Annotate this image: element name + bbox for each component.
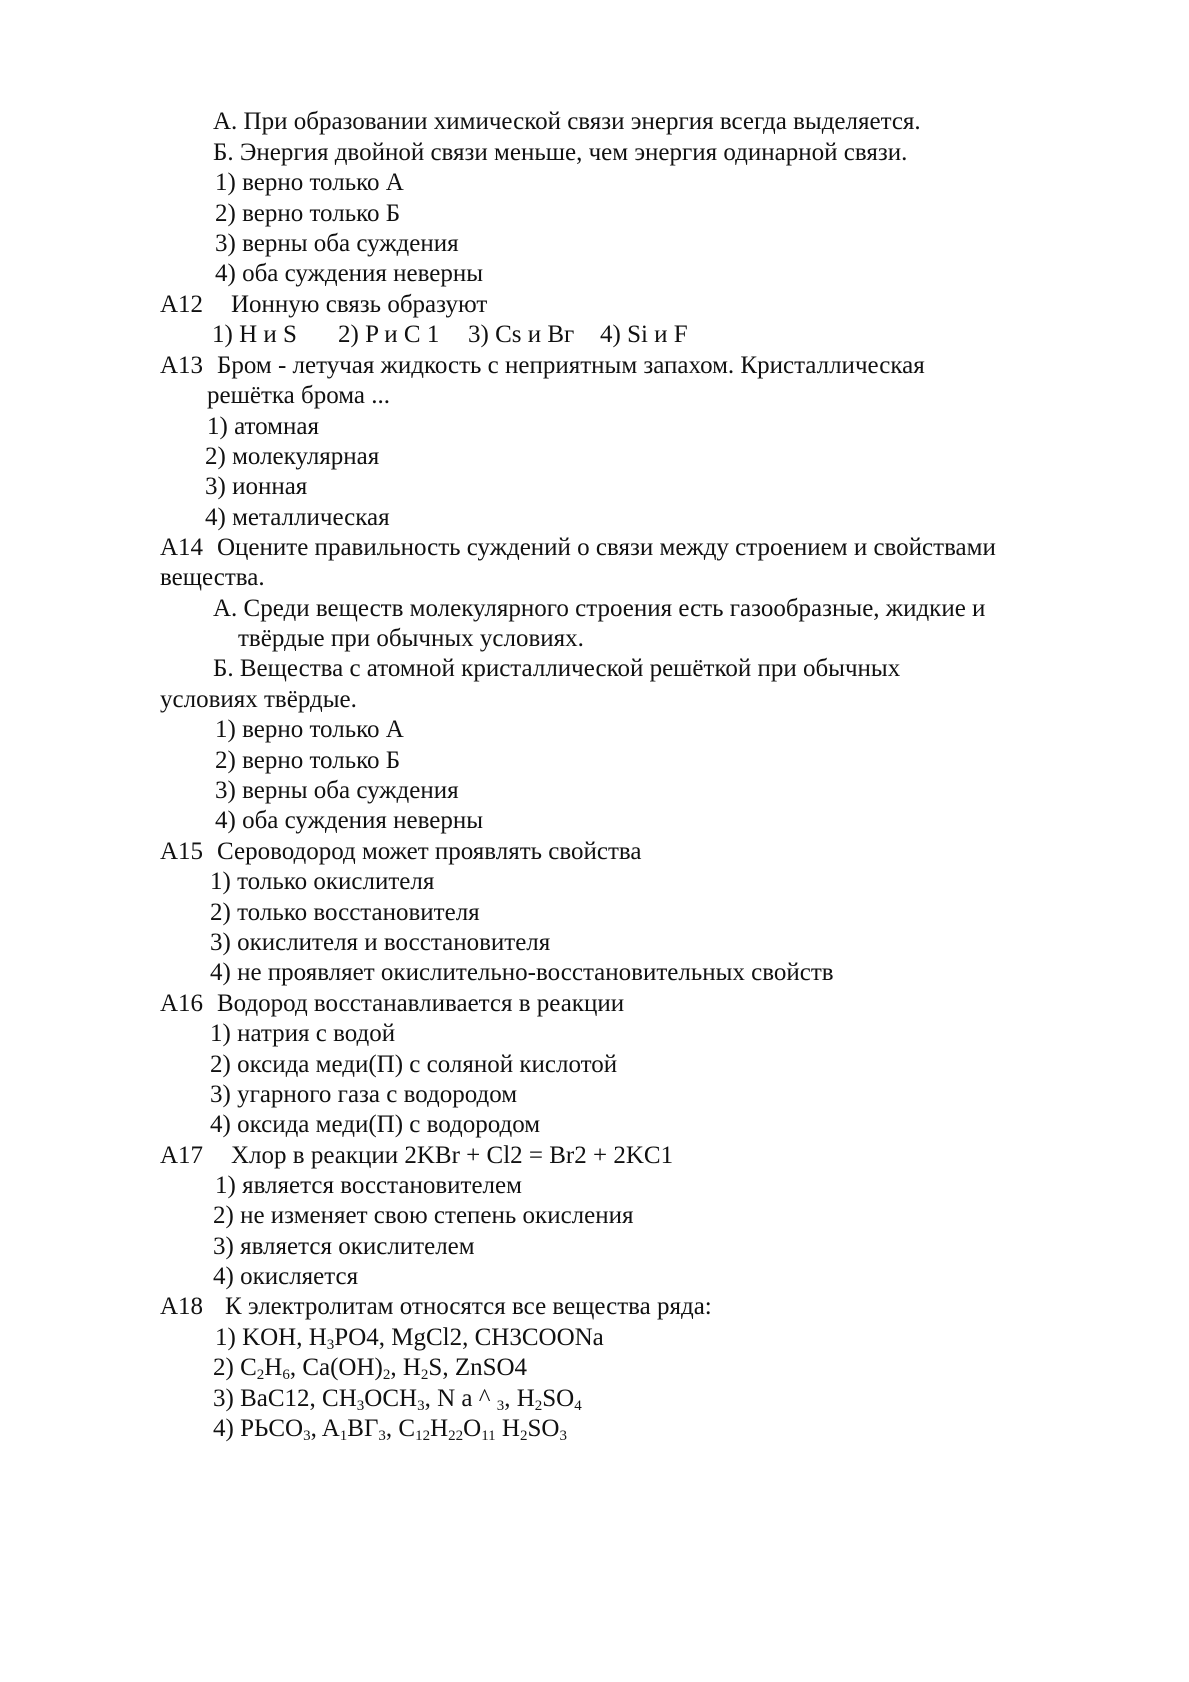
a18-option-1-number: 1) xyxy=(215,1324,236,1351)
a13-number: А13 xyxy=(160,352,204,379)
a11-option-1: 1) верно только А xyxy=(215,169,404,196)
a18-option-3-sub-5: 4 xyxy=(574,1398,582,1414)
a14-question-line-1: Оцените правильность суждений о связи между строением и свойствами xyxy=(217,534,996,561)
a18-option-3-sub-1: 3 xyxy=(356,1398,365,1414)
a17-question: Хлор в реакции 2KBr + Cl2 = Br2 + 2KC1 xyxy=(231,1142,674,1169)
a11-option-2: 2) верно только Б xyxy=(215,200,401,227)
a18-option-4-text-h: SO xyxy=(527,1415,560,1442)
a18-option-4-sub-5: 22 xyxy=(448,1428,464,1444)
a18-option-1-text-a: KOH, H xyxy=(242,1324,327,1351)
a18-option-4-sub-6: 11 xyxy=(481,1428,496,1444)
a16-question: Водород восстанавливается в реакции xyxy=(217,990,625,1017)
a15-question: Сероводород может проявлять свойства xyxy=(217,838,642,865)
a16-option-1: 1) натрия с водой xyxy=(210,1020,396,1047)
a18-option-2-text-b: H xyxy=(264,1354,283,1381)
a12-option-1: 1) H и S xyxy=(212,321,297,348)
a18-option-2-text-e: S, ZnSO4 xyxy=(428,1354,528,1381)
a18-option-4-text-f: O xyxy=(463,1415,482,1442)
a15-option-1: 1) только окислителя xyxy=(210,868,435,895)
a18-option-4-text-e: H xyxy=(430,1415,449,1442)
a15-number: А15 xyxy=(160,838,204,865)
a18-option-4-text-a: РЬCO xyxy=(240,1415,304,1442)
a18-option-4-sub-2: 1 xyxy=(339,1428,348,1444)
a16-option-3: 3) угарного газа с водородом xyxy=(210,1081,518,1108)
a18-option-2-number: 2) xyxy=(213,1354,234,1381)
a17-option-3: 3) является окислителем xyxy=(213,1233,475,1260)
a12-option-4: 4) Si и F xyxy=(600,321,688,348)
a16-number: А16 xyxy=(160,990,204,1017)
a18-option-3-text-d: , H xyxy=(504,1385,535,1412)
a18-option-2-sub-3: 2 xyxy=(382,1367,391,1383)
a18-option-2-sub-4: 2 xyxy=(420,1367,429,1383)
a18-option-2-sub-2: 6 xyxy=(282,1367,290,1383)
a11-option-4: 4) оба суждения неверны xyxy=(215,260,484,287)
a15-option-2: 2) только восстановителя xyxy=(210,899,480,926)
a17-option-2: 2) не изменяет свою степень окисления xyxy=(213,1202,634,1229)
a13-option-3: 3) ионная xyxy=(205,473,308,500)
a18-option-3 xyxy=(213,1383,582,1415)
a14-statement-b-line-1: Б. Вещества с атомной кристаллической решёткой при обычных xyxy=(213,655,901,682)
a18-option-3-text-c: , N a ^ xyxy=(424,1385,497,1412)
a14-number: А14 xyxy=(160,534,204,561)
a18-option-4-text-b: , A xyxy=(310,1415,340,1442)
a18-option-4-number: 4) xyxy=(213,1415,234,1442)
a18-option-3-sub-2: 3 xyxy=(417,1398,425,1414)
a13-option-2: 2) молекулярная xyxy=(205,443,380,470)
a18-option-4-sub-1: 3 xyxy=(303,1428,311,1444)
a18-option-4-sub-3: 3 xyxy=(378,1428,386,1444)
a16-option-4: 4) оксида меди(П) с водородом xyxy=(210,1111,541,1138)
a14-option-4: 4) оба суждения неверны xyxy=(215,807,484,834)
a13-question-line-2: решётка брома ... xyxy=(207,382,390,409)
a18-option-2-text-a: C xyxy=(240,1354,257,1381)
a14-statement-a-line-2: твёрдые при обычных условиях. xyxy=(238,625,584,652)
a18-option-4 xyxy=(213,1413,567,1445)
a18-option-3-text-e: SO xyxy=(542,1385,575,1412)
a11-statement-a: А. При образовании химической связи энергия всегда выделяется. xyxy=(213,108,921,135)
a18-option-1 xyxy=(215,1322,604,1354)
a12-option-2: 2) P и C 1 xyxy=(338,321,440,348)
a14-question-line-2: вещества. xyxy=(160,564,265,591)
a18-number: А18 xyxy=(160,1293,204,1320)
a18-option-4-text-c: ВГ xyxy=(347,1415,379,1442)
a11-option-3: 3) верны оба суждения xyxy=(215,230,459,257)
a18-option-4-sub-7: 2 xyxy=(519,1428,528,1444)
a14-option-3: 3) верны оба суждения xyxy=(215,777,459,804)
a13-option-4: 4) металлическая xyxy=(205,504,390,531)
a15-option-4: 4) не проявляет окислительно-восстановительных свойств xyxy=(210,959,834,986)
a18-option-1-sub-1: 3 xyxy=(326,1337,335,1353)
a11-statement-b: Б. Энергия двойной связи меньше, чем энергия одинарной связи. xyxy=(213,139,908,166)
a18-option-2-text-d: , H xyxy=(390,1354,421,1381)
a18-option-3-text-b: OCH xyxy=(364,1385,418,1412)
a14-statement-b-line-2: условиях твёрдые. xyxy=(160,686,357,713)
a18-option-3-sub-3: 3 xyxy=(496,1398,505,1414)
a18-option-3-sub-4: 2 xyxy=(534,1398,543,1414)
a13-question-line-1: Бром - летучая жидкость с неприятным запахом. Кристаллическая xyxy=(217,352,925,379)
a12-question: Ионную связь образуют xyxy=(231,291,488,318)
a15-option-3: 3) окислителя и восстановителя xyxy=(210,929,551,956)
a18-option-3-number: 3) xyxy=(213,1385,234,1412)
a14-statement-a-line-1: А. Среди веществ молекулярного строения есть газообразные, жидкие и xyxy=(213,595,986,622)
a18-option-4-text-d: , C xyxy=(385,1415,416,1442)
a18-option-4-sub-8: 3 xyxy=(559,1428,567,1444)
a17-option-4: 4) окисляется xyxy=(213,1263,359,1290)
a18-option-2-text-c: , Ca(OH) xyxy=(289,1354,383,1381)
a13-option-1: 1) атомная xyxy=(207,413,319,440)
a18-option-2-sub-1: 2 xyxy=(256,1367,265,1383)
a18-option-2 xyxy=(213,1352,527,1384)
a17-number: А17 xyxy=(160,1142,204,1169)
a18-option-4-sub-4: 12 xyxy=(415,1428,431,1444)
a12-option-3: 3) Cs и Вг xyxy=(468,321,575,348)
a18-question: К электролитам относятся все вещества ряда: xyxy=(225,1293,712,1320)
a16-option-2: 2) оксида меди(П) с соляной кислотой xyxy=(210,1051,618,1078)
a18-option-4-text-g: H xyxy=(495,1415,520,1442)
a14-option-1: 1) верно только А xyxy=(215,716,404,743)
a14-option-2: 2) верно только Б xyxy=(215,747,401,774)
a12-number: А12 xyxy=(160,291,204,318)
a18-option-3-text-a: BaC12, CH xyxy=(240,1385,357,1412)
a18-option-1-text-b: PO4, MgCl2, CH3COONa xyxy=(334,1324,604,1351)
a17-option-1: 1) является восстановителем xyxy=(215,1172,522,1199)
